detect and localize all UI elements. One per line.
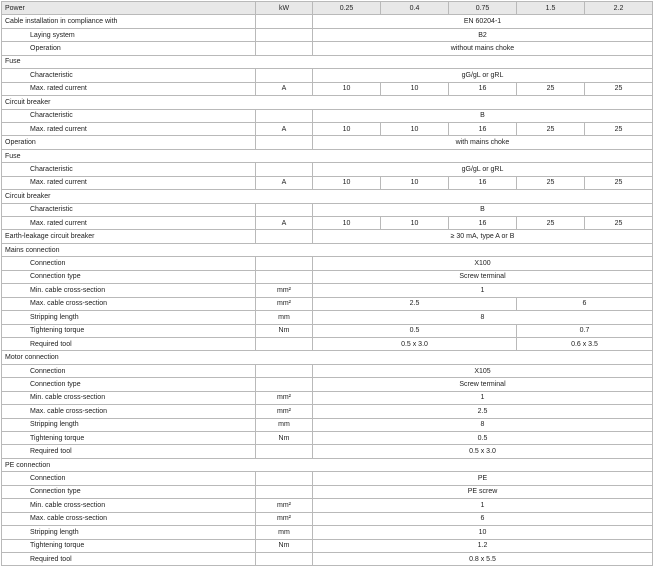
row-label: Cable installation in compliance with	[2, 15, 256, 28]
table-row	[2, 418, 653, 431]
section-row	[2, 190, 653, 203]
row-unit: mm	[256, 311, 313, 324]
table-row	[2, 136, 653, 149]
table-row	[2, 378, 653, 391]
section-label: Circuit breaker	[2, 96, 653, 109]
row-label: Min. cable cross-section	[2, 499, 256, 512]
table-row	[2, 42, 653, 55]
row-value: 10	[381, 217, 449, 230]
row-label: Min. cable cross-section	[2, 391, 256, 404]
row-value: 0.5 x 3.0	[313, 445, 653, 458]
row-label: Earth-leakage circuit breaker	[2, 230, 256, 243]
table-row	[2, 270, 653, 283]
row-unit	[256, 337, 313, 350]
row-value: B	[313, 109, 653, 122]
row-label: Connection	[2, 257, 256, 270]
row-value: 0.5 x 3.0	[313, 337, 517, 350]
table-row	[2, 176, 653, 189]
row-unit	[256, 42, 313, 55]
table-row	[2, 324, 653, 337]
row-label: Stripping length	[2, 311, 256, 324]
table-row	[2, 230, 653, 243]
row-value: PE	[313, 472, 653, 485]
row-value: PE screw	[313, 485, 653, 498]
row-unit	[256, 136, 313, 149]
row-value: ≥ 30 mA, type A or B	[313, 230, 653, 243]
row-label: Tightening torque	[2, 432, 256, 445]
row-unit	[256, 109, 313, 122]
row-value: 25	[585, 217, 653, 230]
row-label: Required tool	[2, 445, 256, 458]
header-row	[2, 2, 653, 15]
row-value: EN 60204-1	[313, 15, 653, 28]
row-value: without mains choke	[313, 42, 653, 55]
row-label: Tightening torque	[2, 324, 256, 337]
row-label: Operation	[2, 136, 256, 149]
row-value: 25	[517, 122, 585, 135]
table-row	[2, 217, 653, 230]
row-label: Laying system	[2, 28, 256, 41]
row-label: Max. cable cross-section	[2, 512, 256, 525]
row-label: Tightening torque	[2, 539, 256, 552]
section-label: Circuit breaker	[2, 190, 653, 203]
row-label: Min. cable cross-section	[2, 284, 256, 297]
row-value: 1	[313, 499, 653, 512]
row-label: Max. cable cross-section	[2, 405, 256, 418]
spec-table	[1, 1, 653, 566]
row-label: Connection type	[2, 378, 256, 391]
row-unit: mm²	[256, 391, 313, 404]
row-value: 10	[313, 176, 381, 189]
table-row	[2, 512, 653, 525]
row-value: 25	[585, 82, 653, 95]
row-value: 25	[517, 217, 585, 230]
row-label: Connection type	[2, 270, 256, 283]
row-value: gG/gL or gRL	[313, 163, 653, 176]
table-row	[2, 297, 653, 310]
section-label: Mains connection	[2, 243, 653, 256]
row-unit	[256, 257, 313, 270]
row-unit: A	[256, 82, 313, 95]
header-value: 1.5	[517, 2, 585, 15]
header-value: 2.2	[585, 2, 653, 15]
section-row	[2, 351, 653, 364]
table-row	[2, 526, 653, 539]
table-row	[2, 472, 653, 485]
row-value: 16	[449, 122, 517, 135]
row-unit	[256, 485, 313, 498]
row-unit: mm	[256, 526, 313, 539]
row-unit: A	[256, 176, 313, 189]
row-value: Screw terminal	[313, 378, 653, 391]
row-value: 10	[313, 122, 381, 135]
row-value: 16	[449, 82, 517, 95]
row-value: 1.2	[313, 539, 653, 552]
header-power: Power	[2, 2, 256, 15]
row-label: Connection type	[2, 485, 256, 498]
section-row	[2, 55, 653, 68]
row-value: 8	[313, 311, 653, 324]
row-value: 10	[313, 82, 381, 95]
row-unit	[256, 270, 313, 283]
row-unit: mm²	[256, 499, 313, 512]
row-unit: Nm	[256, 432, 313, 445]
row-label: Max. rated current	[2, 217, 256, 230]
table-row	[2, 432, 653, 445]
row-value: X100	[313, 257, 653, 270]
section-row	[2, 243, 653, 256]
row-value: 10	[313, 526, 653, 539]
section-row	[2, 458, 653, 471]
row-value: 1	[313, 284, 653, 297]
row-label: Characteristic	[2, 203, 256, 216]
row-unit: A	[256, 217, 313, 230]
row-value: B2	[313, 28, 653, 41]
row-label: Required tool	[2, 337, 256, 350]
table-row	[2, 485, 653, 498]
row-unit: Nm	[256, 539, 313, 552]
table-row	[2, 163, 653, 176]
row-value: 1	[313, 391, 653, 404]
row-unit: mm²	[256, 405, 313, 418]
table-row	[2, 499, 653, 512]
header-value: 0.4	[381, 2, 449, 15]
row-value: Screw terminal	[313, 270, 653, 283]
row-unit	[256, 230, 313, 243]
row-value: gG/gL or gRL	[313, 69, 653, 82]
row-value: 0.5	[313, 432, 653, 445]
row-unit	[256, 552, 313, 565]
row-label: Max. rated current	[2, 122, 256, 135]
section-label: PE connection	[2, 458, 653, 471]
table-row	[2, 311, 653, 324]
table-row	[2, 405, 653, 418]
row-unit	[256, 15, 313, 28]
row-value: 16	[449, 176, 517, 189]
row-unit	[256, 69, 313, 82]
table-row	[2, 203, 653, 216]
table-row	[2, 539, 653, 552]
row-label: Stripping length	[2, 526, 256, 539]
row-value: 0.8 x 5.5	[313, 552, 653, 565]
row-unit	[256, 445, 313, 458]
section-row	[2, 149, 653, 162]
row-value: 0.5	[313, 324, 517, 337]
row-label: Connection	[2, 472, 256, 485]
table-row	[2, 82, 653, 95]
row-value: 8	[313, 418, 653, 431]
header-value: 0.75	[449, 2, 517, 15]
row-value: 2.5	[313, 297, 517, 310]
row-unit	[256, 378, 313, 391]
row-unit: mm²	[256, 284, 313, 297]
header-unit: kW	[256, 2, 313, 15]
table-row	[2, 391, 653, 404]
row-unit: mm²	[256, 512, 313, 525]
row-value: 25	[585, 176, 653, 189]
table-row	[2, 337, 653, 350]
row-label: Operation	[2, 42, 256, 55]
row-value: 25	[585, 122, 653, 135]
row-value: 0.7	[517, 324, 653, 337]
row-label: Stripping length	[2, 418, 256, 431]
row-unit	[256, 163, 313, 176]
row-label: Characteristic	[2, 163, 256, 176]
row-label: Required tool	[2, 552, 256, 565]
row-value: with mains choke	[313, 136, 653, 149]
row-unit	[256, 203, 313, 216]
table-row	[2, 28, 653, 41]
row-label: Characteristic	[2, 69, 256, 82]
section-label: Fuse	[2, 55, 653, 68]
row-unit: A	[256, 122, 313, 135]
row-value: 6	[517, 297, 653, 310]
row-unit: mm²	[256, 297, 313, 310]
row-value: 25	[517, 82, 585, 95]
row-value: B	[313, 203, 653, 216]
row-unit: mm	[256, 418, 313, 431]
row-label: Max. cable cross-section	[2, 297, 256, 310]
table-row	[2, 69, 653, 82]
table-row	[2, 284, 653, 297]
table-row	[2, 445, 653, 458]
row-value: 16	[449, 217, 517, 230]
table-row	[2, 109, 653, 122]
table-row	[2, 257, 653, 270]
table-row	[2, 15, 653, 28]
row-value: 10	[313, 217, 381, 230]
row-value: X105	[313, 364, 653, 377]
row-value: 0.6 x 3.5	[517, 337, 653, 350]
row-label: Characteristic	[2, 109, 256, 122]
row-value: 25	[517, 176, 585, 189]
header-value: 0.25	[313, 2, 381, 15]
section-row	[2, 96, 653, 109]
row-label: Max. rated current	[2, 82, 256, 95]
row-label: Max. rated current	[2, 176, 256, 189]
table-row	[2, 364, 653, 377]
row-value: 2.5	[313, 405, 653, 418]
row-unit	[256, 472, 313, 485]
row-unit	[256, 364, 313, 377]
row-value: 10	[381, 82, 449, 95]
row-value: 6	[313, 512, 653, 525]
row-unit	[256, 28, 313, 41]
row-value: 10	[381, 122, 449, 135]
row-value: 10	[381, 176, 449, 189]
row-label: Connection	[2, 364, 256, 377]
section-label: Fuse	[2, 149, 653, 162]
section-label: Motor connection	[2, 351, 653, 364]
table-row	[2, 122, 653, 135]
row-unit: Nm	[256, 324, 313, 337]
table-row	[2, 552, 653, 565]
